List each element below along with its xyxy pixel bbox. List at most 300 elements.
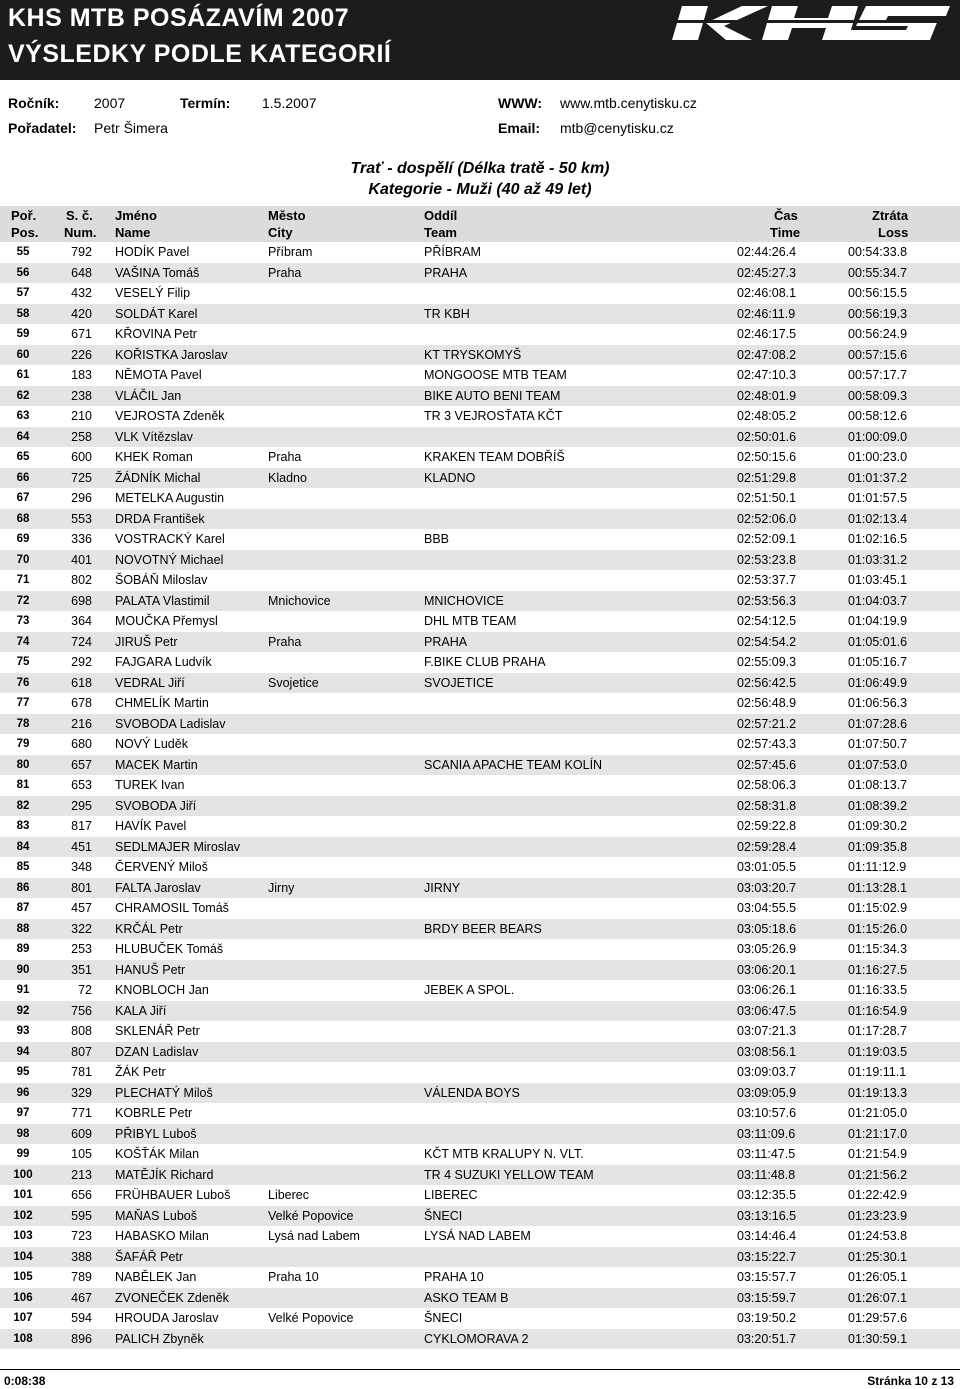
rider-name: DZAN Ladislav bbox=[115, 1044, 199, 1059]
loss: 00:57:17.7 bbox=[848, 368, 908, 382]
rank: 68 bbox=[16, 512, 30, 525]
poradatel-label: Pořadatel: bbox=[8, 120, 77, 136]
rider-name: TUREK Ivan bbox=[115, 778, 185, 792]
table-row bbox=[0, 1288, 960, 1309]
team: PRAHA bbox=[424, 634, 468, 649]
rider-name: HABASKO Milan bbox=[115, 1229, 209, 1243]
poradatel-value: Petr Šimera bbox=[94, 120, 168, 136]
table-row bbox=[0, 878, 960, 899]
start-number: 105 bbox=[71, 1147, 92, 1161]
time: 03:13:16.5 bbox=[737, 1208, 797, 1223]
loss: 01:08:39.2 bbox=[848, 798, 908, 813]
start-number: 723 bbox=[71, 1229, 92, 1243]
rider-name: NĚMOTA Pavel bbox=[115, 368, 202, 382]
loss: 01:11:12.9 bbox=[848, 860, 907, 874]
time: 02:53:23.8 bbox=[737, 552, 797, 567]
page-number: Stránka 10 z 13 bbox=[867, 1374, 954, 1388]
table-row bbox=[0, 591, 960, 612]
time: 03:11:09.6 bbox=[737, 1126, 796, 1141]
time: 03:19:50.2 bbox=[737, 1311, 797, 1325]
team: MONGOOSE MTB TEAM bbox=[424, 368, 567, 382]
loss: 01:08:13.7 bbox=[848, 778, 908, 792]
table-row bbox=[0, 980, 960, 1001]
loss: 01:04:03.7 bbox=[848, 593, 908, 608]
rank: 63 bbox=[16, 410, 30, 422]
team: BIKE AUTO BENI TEAM bbox=[424, 388, 561, 403]
table-row bbox=[0, 734, 960, 755]
page-subtitle: VÝSLEDKY PODLE KATEGORIÍ bbox=[8, 40, 392, 68]
loss: 01:19:03.5 bbox=[848, 1044, 908, 1059]
table-row bbox=[0, 304, 960, 325]
rank: 78 bbox=[16, 717, 30, 730]
table-row bbox=[0, 611, 960, 632]
time: 03:07:21.3 bbox=[737, 1024, 797, 1038]
loss: 00:58:12.6 bbox=[848, 409, 908, 423]
time: 03:06:47.5 bbox=[737, 1003, 797, 1018]
loss: 01:22:42.9 bbox=[848, 1188, 908, 1202]
loss: 01:01:57.5 bbox=[848, 491, 908, 505]
rank: 83 bbox=[16, 820, 30, 832]
table-row bbox=[0, 570, 960, 591]
table-row bbox=[0, 837, 960, 858]
time: 03:06:26.1 bbox=[737, 983, 797, 997]
time: 02:56:48.9 bbox=[737, 696, 797, 710]
table-row bbox=[0, 427, 960, 448]
table-row bbox=[0, 345, 960, 366]
loss: 01:16:27.5 bbox=[848, 962, 908, 977]
loss: 01:21:05.0 bbox=[848, 1106, 908, 1120]
rank: 59 bbox=[16, 328, 30, 340]
time: 03:14:46.4 bbox=[737, 1229, 797, 1243]
time: 02:57:43.3 bbox=[737, 737, 797, 751]
rank: 86 bbox=[16, 881, 30, 894]
loss: 01:07:28.6 bbox=[848, 716, 908, 731]
table-row bbox=[0, 1247, 960, 1268]
www-label: WWW: bbox=[498, 95, 543, 111]
start-number: 420 bbox=[71, 306, 92, 321]
city: Svojetice bbox=[268, 675, 319, 690]
city: Praha bbox=[268, 265, 302, 280]
team: VÁLENDA BOYS bbox=[424, 1085, 520, 1100]
table-row bbox=[0, 898, 960, 919]
rider-name: JIRUŠ Petr bbox=[115, 634, 178, 649]
rider-name: PLECHATÝ Miloš bbox=[115, 1085, 213, 1100]
start-number: 781 bbox=[71, 1065, 92, 1079]
loss: 00:58:09.3 bbox=[848, 388, 908, 403]
start-number: 594 bbox=[71, 1311, 92, 1325]
table-row bbox=[0, 1185, 960, 1206]
start-number: 72 bbox=[78, 983, 92, 997]
time: 03:05:26.9 bbox=[737, 942, 797, 956]
table-row bbox=[0, 714, 960, 735]
rider-name: KNOBLOCH Jan bbox=[115, 983, 209, 997]
rider-name: KOBRLE Petr bbox=[115, 1106, 193, 1120]
rider-name: KOŠŤÁK Milan bbox=[115, 1147, 200, 1161]
time: 03:10:57.6 bbox=[737, 1106, 797, 1120]
start-number: 680 bbox=[71, 737, 92, 751]
rider-name: KRČÁL Petr bbox=[115, 921, 183, 936]
rider-name: SKLENÁŘ Petr bbox=[115, 1024, 200, 1038]
time: 02:48:05.2 bbox=[737, 409, 797, 423]
time: 03:12:35.5 bbox=[737, 1188, 797, 1202]
table-row bbox=[0, 447, 960, 468]
table-row bbox=[0, 632, 960, 653]
start-number: 671 bbox=[71, 327, 92, 341]
start-number: 401 bbox=[71, 552, 92, 567]
rank: 65 bbox=[16, 451, 30, 463]
page-title: KHS MTB POSÁZAVÍM 2007 bbox=[8, 4, 350, 32]
rider-name: HANUŠ Petr bbox=[115, 962, 186, 977]
rank: 91 bbox=[16, 984, 30, 996]
rank: 104 bbox=[13, 1250, 33, 1263]
time: 02:48:01.9 bbox=[737, 388, 797, 403]
rank: 77 bbox=[16, 697, 30, 709]
time: 03:11:47.5 bbox=[737, 1147, 796, 1161]
loss: 00:56:19.3 bbox=[848, 306, 908, 321]
rank: 99 bbox=[16, 1148, 30, 1160]
rank: 100 bbox=[13, 1168, 33, 1181]
start-number: 678 bbox=[71, 696, 92, 710]
start-number: 457 bbox=[71, 901, 92, 915]
start-number: 724 bbox=[71, 634, 92, 649]
track-title: Trať - dospělí (Délka tratě - 50 km) bbox=[350, 160, 610, 177]
team: JEBEK A SPOL. bbox=[424, 983, 515, 997]
khs-logo bbox=[668, 2, 954, 44]
col-num-en: Num. bbox=[64, 225, 97, 240]
rank: 108 bbox=[13, 1332, 33, 1345]
rider-name: ŠOBÁŇ Miloslav bbox=[115, 573, 208, 587]
time: 02:57:21.2 bbox=[737, 716, 797, 731]
start-number: 896 bbox=[71, 1331, 92, 1346]
loss: 01:21:56.2 bbox=[848, 1167, 908, 1182]
table-row bbox=[0, 1144, 960, 1165]
city: Příbram bbox=[268, 245, 313, 259]
rider-name: VLÁČIL Jan bbox=[115, 388, 182, 403]
rank: 87 bbox=[16, 902, 30, 914]
start-number: 210 bbox=[71, 409, 92, 423]
start-number: 756 bbox=[71, 1003, 92, 1018]
table-row bbox=[0, 529, 960, 550]
rider-name: ZVONEČEK Zdeněk bbox=[115, 1290, 229, 1305]
rank: 75 bbox=[16, 656, 30, 668]
team: DHL MTB TEAM bbox=[424, 614, 517, 628]
rider-name: VEDRAL Jiří bbox=[115, 675, 185, 690]
time: 02:47:08.2 bbox=[737, 347, 797, 362]
table-row bbox=[0, 919, 960, 940]
rank: 76 bbox=[16, 676, 30, 689]
rider-name: METELKA Augustin bbox=[115, 491, 225, 505]
time: 02:45:27.3 bbox=[737, 265, 797, 280]
table-row bbox=[0, 488, 960, 509]
table-row bbox=[0, 1062, 960, 1083]
loss: 01:15:26.0 bbox=[848, 921, 908, 936]
rider-name: ŽÁK Petr bbox=[115, 1065, 166, 1079]
col-name-cz: Jméno bbox=[115, 208, 157, 223]
time: 02:47:10.3 bbox=[737, 368, 797, 382]
start-number: 292 bbox=[71, 655, 92, 669]
team: TR 4 SUZUKI YELLOW TEAM bbox=[424, 1167, 594, 1182]
loss: 01:06:49.9 bbox=[848, 675, 908, 690]
loss: 00:55:34.7 bbox=[848, 265, 908, 280]
loss: 00:56:15.5 bbox=[848, 286, 908, 300]
start-number: 618 bbox=[71, 675, 92, 690]
rider-name: PALATA Vlastimil bbox=[115, 593, 210, 608]
loss: 01:17:28.7 bbox=[848, 1024, 908, 1038]
rider-name: HAVÍK Pavel bbox=[115, 819, 187, 833]
start-number: 296 bbox=[71, 491, 92, 505]
table-row bbox=[0, 283, 960, 304]
time: 02:59:22.8 bbox=[737, 819, 797, 833]
www-value: www.mtb.cenytisku.cz bbox=[560, 95, 697, 111]
rider-name: NOVÝ Luděk bbox=[115, 737, 188, 751]
rank: 96 bbox=[16, 1086, 30, 1099]
loss: 01:21:17.0 bbox=[848, 1126, 908, 1141]
table-row bbox=[0, 652, 960, 673]
col-loss-cz: Ztráta bbox=[872, 208, 909, 223]
table-header bbox=[0, 206, 960, 242]
time: 03:08:56.1 bbox=[737, 1044, 797, 1059]
start-number: 648 bbox=[71, 265, 92, 280]
loss: 00:54:33.8 bbox=[848, 245, 908, 259]
loss: 01:06:56.3 bbox=[848, 696, 908, 710]
rider-name: NOVOTNÝ Michael bbox=[115, 552, 224, 567]
start-number: 595 bbox=[71, 1208, 92, 1223]
rank: 94 bbox=[16, 1045, 30, 1058]
email-label: Email: bbox=[498, 120, 541, 136]
start-number: 238 bbox=[71, 388, 92, 403]
start-number: 789 bbox=[71, 1270, 92, 1284]
start-number: 698 bbox=[71, 593, 92, 608]
start-number: 364 bbox=[71, 614, 92, 628]
table-row bbox=[0, 1042, 960, 1063]
rider-name: PŘIBYL Luboš bbox=[115, 1126, 197, 1141]
table-row bbox=[0, 1267, 960, 1288]
rider-name: HLUBUČEK Tomáš bbox=[115, 942, 224, 956]
start-number: 213 bbox=[71, 1167, 92, 1182]
start-number: 609 bbox=[71, 1126, 92, 1141]
rank: 92 bbox=[16, 1004, 30, 1017]
table-row bbox=[0, 406, 960, 427]
team: KRAKEN TEAM DOBŘÍŠ bbox=[424, 450, 565, 464]
table-row bbox=[0, 775, 960, 796]
loss: 01:15:02.9 bbox=[848, 901, 908, 915]
loss: 01:01:37.2 bbox=[848, 470, 908, 485]
loss: 01:07:53.0 bbox=[848, 757, 908, 772]
rocnik-value: 2007 bbox=[94, 95, 126, 111]
time: 03:15:22.7 bbox=[737, 1249, 797, 1264]
rider-name: VAŠINA Tomáš bbox=[115, 265, 200, 280]
rank: 56 bbox=[16, 266, 30, 279]
rank: 60 bbox=[16, 348, 30, 361]
rank: 103 bbox=[13, 1230, 33, 1242]
rank: 62 bbox=[16, 389, 30, 402]
start-number: 295 bbox=[71, 798, 92, 813]
start-number: 253 bbox=[71, 942, 92, 956]
team: LIBEREC bbox=[424, 1188, 478, 1202]
rank: 72 bbox=[16, 594, 30, 607]
start-number: 653 bbox=[71, 778, 92, 792]
time: 02:53:56.3 bbox=[737, 593, 797, 608]
rank: 88 bbox=[16, 922, 30, 935]
rider-name: KOŘISTKA Jaroslav bbox=[115, 347, 228, 362]
rider-name: SOLDÁT Karel bbox=[115, 306, 198, 321]
city: Praha bbox=[268, 450, 302, 464]
loss: 01:19:11.1 bbox=[848, 1065, 907, 1079]
rider-name: KŘOVINA Petr bbox=[115, 327, 197, 341]
team: BRDY BEER BEARS bbox=[424, 921, 542, 936]
time: 02:53:37.7 bbox=[737, 573, 797, 587]
table-row bbox=[0, 1165, 960, 1186]
rider-name: MATĚJÍK Richard bbox=[115, 1167, 214, 1182]
rider-name: VEJROSTA Zdeněk bbox=[115, 409, 225, 423]
team: SVOJETICE bbox=[424, 675, 494, 690]
rank: 90 bbox=[16, 963, 30, 976]
table-row bbox=[0, 1001, 960, 1022]
header-band bbox=[0, 0, 960, 80]
loss: 01:02:16.5 bbox=[848, 532, 908, 546]
loss: 01:03:45.1 bbox=[848, 573, 908, 587]
rank: 74 bbox=[16, 635, 30, 648]
time: 02:57:45.6 bbox=[737, 757, 797, 772]
loss: 01:05:16.7 bbox=[848, 655, 908, 669]
rank: 95 bbox=[16, 1066, 30, 1078]
col-city-cz: Město bbox=[268, 208, 306, 223]
time: 02:51:29.8 bbox=[737, 470, 797, 485]
table-row bbox=[0, 1226, 960, 1247]
city: Jirny bbox=[268, 880, 295, 895]
loss: 01:29:57.6 bbox=[848, 1311, 908, 1325]
rank: 79 bbox=[16, 738, 30, 750]
rider-name: MACEK Martin bbox=[115, 757, 198, 772]
table-row bbox=[0, 509, 960, 530]
time: 03:11:48.8 bbox=[737, 1167, 796, 1182]
time: 02:50:15.6 bbox=[737, 450, 797, 464]
table-row bbox=[0, 960, 960, 981]
loss: 01:09:30.2 bbox=[848, 819, 908, 833]
start-number: 817 bbox=[71, 819, 92, 833]
rider-name: CHMELÍK Martin bbox=[115, 696, 209, 710]
rank: 58 bbox=[16, 307, 30, 320]
table-row bbox=[0, 1103, 960, 1124]
rider-name: CHRAMOSIL Tomáš bbox=[115, 901, 229, 915]
rider-name: FAJGARA Ludvík bbox=[115, 655, 212, 669]
team: ASKO TEAM B bbox=[424, 1290, 509, 1305]
col-team-cz: Oddíl bbox=[424, 208, 458, 223]
start-number: 553 bbox=[71, 511, 92, 526]
rider-name: HODÍK Pavel bbox=[115, 245, 190, 259]
time: 03:01:05.5 bbox=[737, 860, 797, 874]
loss: 00:57:15.6 bbox=[848, 347, 908, 362]
team: F.BIKE CLUB PRAHA bbox=[424, 655, 546, 669]
team: JIRNY bbox=[424, 880, 461, 895]
table-row bbox=[0, 857, 960, 878]
loss: 01:19:13.3 bbox=[848, 1085, 908, 1100]
rider-name: ČERVENÝ Miloš bbox=[115, 860, 208, 874]
start-number: 336 bbox=[71, 532, 92, 546]
start-number: 348 bbox=[71, 860, 92, 874]
team: TR KBH bbox=[424, 306, 470, 321]
city: Praha 10 bbox=[268, 1270, 319, 1284]
rider-name: HROUDA Jaroslav bbox=[115, 1311, 219, 1325]
time: 02:55:09.3 bbox=[737, 655, 797, 669]
rider-name: MOUČKA Přemysl bbox=[115, 614, 218, 628]
table-row bbox=[0, 468, 960, 489]
rank: 81 bbox=[16, 779, 30, 791]
time: 03:09:05.9 bbox=[737, 1085, 797, 1100]
loss: 01:02:13.4 bbox=[848, 511, 908, 526]
email-value: mtb@cenytisku.cz bbox=[560, 120, 674, 136]
rider-name: KHEK Roman bbox=[115, 450, 193, 464]
rank: 67 bbox=[16, 492, 30, 504]
loss: 01:26:07.1 bbox=[848, 1290, 908, 1305]
table-row bbox=[0, 1308, 960, 1329]
footer-divider bbox=[0, 1369, 960, 1370]
print-time: 0:08:38 bbox=[4, 1374, 46, 1388]
col-city-en: City bbox=[268, 225, 293, 240]
loss: 00:56:24.9 bbox=[848, 327, 908, 341]
rank: 89 bbox=[16, 943, 30, 955]
termin-value: 1.5.2007 bbox=[262, 95, 317, 111]
city: Velké Popovice bbox=[268, 1311, 354, 1325]
time: 03:09:03.7 bbox=[737, 1065, 797, 1079]
rank: 69 bbox=[16, 533, 30, 545]
start-number: 807 bbox=[71, 1044, 92, 1059]
loss: 01:30:59.1 bbox=[848, 1331, 908, 1346]
start-number: 656 bbox=[71, 1188, 92, 1202]
team: BBB bbox=[424, 532, 450, 546]
table-row bbox=[0, 673, 960, 694]
loss: 01:00:09.0 bbox=[848, 429, 908, 444]
time: 02:44:26.4 bbox=[737, 245, 797, 259]
col-name-en: Name bbox=[115, 225, 151, 240]
team: LYSÁ NAD LABEM bbox=[424, 1229, 531, 1243]
rank: 64 bbox=[16, 430, 30, 443]
loss: 01:00:23.0 bbox=[848, 450, 908, 464]
start-number: 600 bbox=[71, 450, 92, 464]
loss: 01:24:53.8 bbox=[848, 1229, 908, 1243]
loss: 01:26:05.1 bbox=[848, 1270, 908, 1284]
time: 03:15:57.7 bbox=[737, 1270, 797, 1284]
rider-name: NABĚLEK Jan bbox=[115, 1270, 197, 1284]
table-row bbox=[0, 755, 960, 776]
rank: 70 bbox=[16, 553, 30, 566]
table-row bbox=[0, 550, 960, 571]
time: 03:15:59.7 bbox=[737, 1290, 797, 1305]
table-row bbox=[0, 816, 960, 837]
team: KČT MTB KRALUPY N. VLT. bbox=[424, 1147, 584, 1161]
team: ŠNECI bbox=[424, 1208, 463, 1223]
team: ŠNECI bbox=[424, 1311, 463, 1325]
start-number: 388 bbox=[71, 1249, 92, 1264]
team: TR 3 VEJROSŤATA KČT bbox=[424, 409, 563, 423]
loss: 01:07:50.7 bbox=[848, 737, 908, 751]
start-number: 725 bbox=[71, 470, 92, 485]
rank: 82 bbox=[16, 799, 30, 812]
team: PRAHA 10 bbox=[424, 1270, 484, 1284]
table-row bbox=[0, 324, 960, 345]
rank: 66 bbox=[16, 471, 30, 484]
team: KT TRYSKOMYŠ bbox=[424, 347, 522, 362]
rank: 61 bbox=[16, 369, 30, 381]
start-number: 451 bbox=[71, 839, 92, 854]
time: 02:56:42.5 bbox=[737, 675, 797, 690]
start-number: 657 bbox=[71, 757, 92, 772]
start-number: 771 bbox=[71, 1106, 92, 1120]
start-number: 801 bbox=[71, 880, 92, 895]
rider-name: KALA Jiří bbox=[115, 1003, 167, 1018]
rider-name: VLK Vítězslav bbox=[115, 429, 193, 444]
time: 02:58:06.3 bbox=[737, 778, 797, 792]
